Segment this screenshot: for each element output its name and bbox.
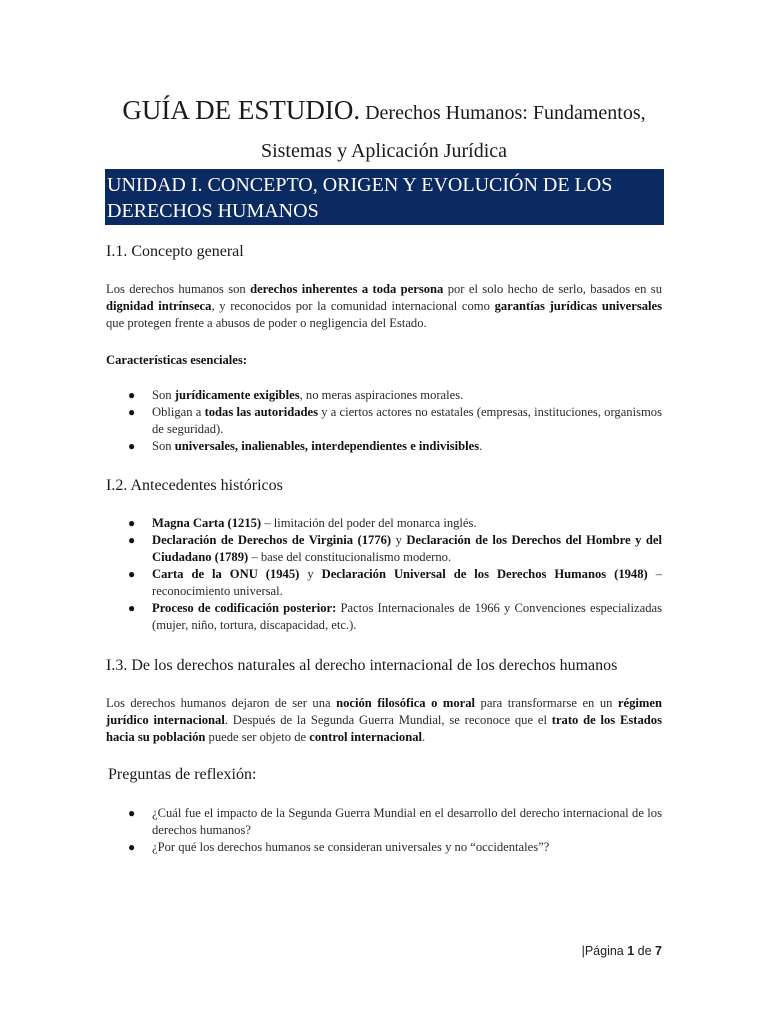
- text-run: Pactos Internacionales de 1966 y Convenciones especializadas (mujer, niño, tortura, discapacidad, etc.).: [152, 601, 662, 632]
- reflection-heading: Preguntas de reflexión:: [108, 766, 257, 783]
- list-item: [106, 404, 662, 438]
- text-run: Los derechos humanos dejaron de ser una: [106, 696, 337, 710]
- bullet-icon: ●: [128, 601, 136, 615]
- text-run: puede ser objeto de: [205, 730, 310, 744]
- list-item: [106, 532, 662, 566]
- bold-run: derechos inherentes a toda persona: [250, 282, 444, 296]
- list-item: [106, 839, 662, 856]
- bullet-icon: ●: [128, 405, 136, 419]
- bold-run: noción filosófica o moral: [336, 696, 476, 710]
- text-run: por el solo hecho de serlo, basados en su: [443, 282, 662, 296]
- text-run: Obligan a: [152, 405, 205, 419]
- bullet-icon: ●: [128, 533, 136, 547]
- bold-run: Proceso de codificación posterior:: [152, 601, 337, 615]
- evolution-paragraph: [106, 695, 662, 746]
- text-run: y: [299, 567, 322, 581]
- bold-run: dignidad intrínseca: [106, 299, 212, 313]
- text-run: .: [422, 730, 426, 744]
- title-subtitle-line2: Sistemas y Aplicación Jurídica: [260, 140, 508, 162]
- text-run: Son: [152, 439, 175, 453]
- bold-run: Carta de la ONU (1945): [152, 567, 300, 581]
- list-item: [106, 600, 662, 634]
- text-run: Son: [152, 388, 175, 402]
- bullet-icon: ●: [128, 388, 136, 402]
- bold-run: garantías jurídicas universales: [494, 299, 663, 313]
- bold-run: trato de los Estados hacia su población: [106, 713, 662, 744]
- text-run: . Después de la Segunda Guerra Mundial, se reconoce que el: [224, 713, 552, 727]
- bold-run: todas las autoridades: [204, 405, 319, 419]
- unit-title-line2: DERECHOS HUMANOS: [107, 200, 319, 222]
- text-run: que protegen frente a abusos de poder o negligencia del Estado.: [106, 316, 427, 330]
- bold-run: Declaración Universal de los Derechos Humanos (1948): [321, 567, 648, 581]
- section-heading-1-3: I.3. De los derechos naturales al derecho internacional de los derechos humanos: [106, 657, 618, 674]
- list-item: [106, 438, 662, 455]
- bold-run: control internacional: [309, 730, 423, 744]
- unit-title-line1: UNIDAD I. CONCEPTO, ORIGEN Y EVOLUCIÓN DE LOS: [107, 174, 613, 196]
- page-number: [582, 944, 662, 958]
- page-label: |Página: [581, 944, 628, 958]
- bullet-icon: ●: [128, 516, 136, 530]
- characteristics-label: Características esenciales:: [106, 353, 247, 367]
- question-text: ¿Por qué los derechos humanos se consideran universales y no “occidentales”?: [152, 840, 550, 854]
- reflection-list: [106, 805, 662, 856]
- text-run: – reconocimiento universal.: [152, 567, 662, 598]
- title-main: GUÍA DE ESTUDIO.: [122, 95, 361, 125]
- bullet-icon: ●: [128, 840, 136, 854]
- section-heading-1-1: I.1. Concepto general: [106, 243, 244, 260]
- list-item: [106, 805, 662, 839]
- text-run: y a ciertos actores no estatales (empresas, instituciones, organismos de seguridad).: [152, 405, 662, 436]
- bullet-icon: ●: [128, 806, 136, 820]
- text-run: – base del constitucionalismo moderno.: [248, 550, 452, 564]
- list-item: [106, 515, 662, 532]
- unit-banner: [105, 169, 664, 225]
- title-subtitle: Derechos Humanos: Fundamentos,: [360, 102, 646, 124]
- concept-paragraph: [106, 281, 662, 332]
- bold-run: universales, inalienables, interdependientes e indivisibles: [174, 439, 480, 453]
- text-run: – limitación del poder del monarca inglés.: [261, 516, 477, 530]
- list-item: [106, 387, 662, 404]
- bullet-icon: ●: [128, 567, 136, 581]
- document-title: [90, 92, 678, 171]
- history-list: [106, 515, 662, 634]
- bold-run: Declaración de Derechos de Virginia (1776): [152, 533, 392, 547]
- text-run: , y reconocidos por la comunidad internacional como: [211, 299, 495, 313]
- bullet-icon: ●: [128, 439, 136, 453]
- total-pages: 7: [655, 944, 662, 958]
- text-run: Los derechos humanos son: [106, 282, 251, 296]
- current-page: 1: [627, 944, 635, 958]
- bold-run: Declaración de los Derechos del Hombre y del Ciudadano (1789): [152, 533, 662, 564]
- bold-run: régimen jurídico internacional: [106, 696, 662, 727]
- text-run: , no meras aspiraciones morales.: [299, 388, 464, 402]
- characteristics-list: [106, 387, 662, 455]
- list-item: [106, 566, 662, 600]
- text-run: .: [479, 439, 483, 453]
- text-run: para transformarse en un: [475, 696, 618, 710]
- section-heading-1-2: I.2. Antecedentes históricos: [106, 477, 283, 494]
- bold-run: Magna Carta (1215): [152, 516, 262, 530]
- bold-run: jurídicamente exigibles: [174, 388, 300, 402]
- question-text: ¿Cuál fue el impacto de la Segunda Guerra Mundial en el desarrollo del derecho internacional de los derechos humanos?: [152, 806, 662, 837]
- text-run: y: [391, 533, 407, 547]
- page-of: de: [634, 944, 656, 958]
